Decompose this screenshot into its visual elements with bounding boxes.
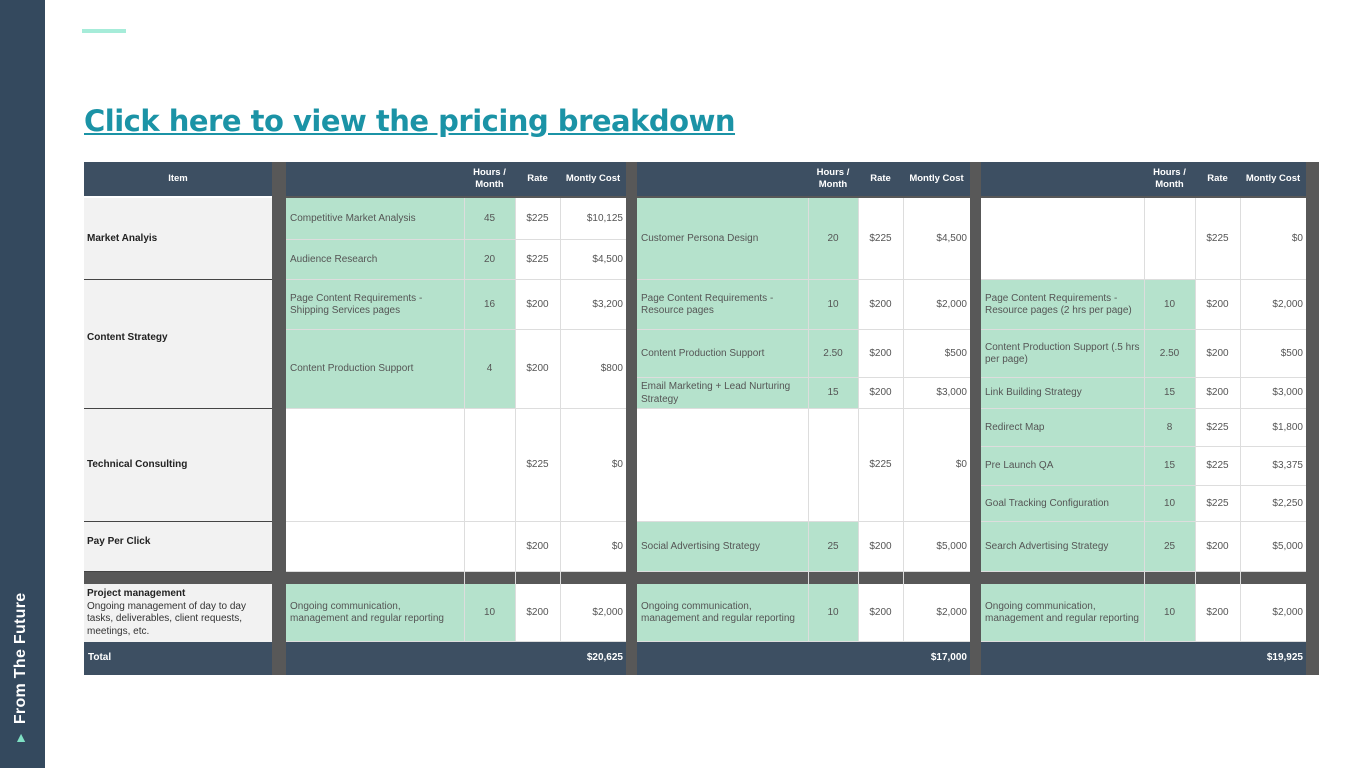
block-separator (272, 162, 286, 675)
option-2-content-2-rate: $200 (858, 330, 903, 378)
option-3-content-2-item: Content Production Support (.5 hrs per page) (981, 330, 1144, 378)
option-3-market-rate: $225 (1195, 198, 1240, 280)
option-3-market-cost: $0 (1240, 198, 1306, 280)
option-3-ppc-cost: $5,000 (1240, 522, 1306, 572)
option-2-ppc-cost: $5,000 (903, 522, 970, 572)
option-2-total: $17,000 (637, 642, 970, 675)
option-3-technical-2-rate: $225 (1195, 447, 1240, 486)
option-2-content-3-hours: 15 (808, 378, 858, 409)
option-1-market-1-item: Competitive Market Analysis (286, 198, 464, 240)
option-1-technical-item (286, 409, 464, 522)
category-technical-consulting: Technical Consulting (84, 409, 272, 522)
option-3-project-management-cost: $2,000 (1240, 584, 1306, 642)
brand-name: From The Future (12, 592, 29, 725)
option-1-market-2-hours: 20 (464, 240, 515, 280)
option-3-header-hours: Hours / Month (1144, 162, 1195, 196)
category-content-strategy: Content Strategy (84, 280, 272, 409)
grid-line (858, 198, 859, 642)
option-3-header-blank (981, 162, 1144, 196)
option-3-ppc-item: Search Advertising Strategy (981, 522, 1144, 572)
option-2-project-management-rate: $200 (858, 584, 903, 642)
option-2-technical-hours (808, 409, 858, 522)
option-1-header-cost: Montly Cost (560, 162, 626, 196)
option-3-project-management-rate: $200 (1195, 584, 1240, 642)
block-separator (970, 162, 981, 675)
grid-line (1240, 198, 1241, 642)
option-1-market-1-cost: $10,125 (560, 198, 626, 240)
option-2-market-rate: $225 (858, 198, 903, 280)
option-3-market-item (981, 198, 1144, 280)
option-2-market-hours: 20 (808, 198, 858, 280)
option-3-total: $19,925 (981, 642, 1306, 675)
category-market-analysis: Market Analyis (84, 198, 272, 280)
option-3-content-1-cost: $2,000 (1240, 280, 1306, 330)
option-3-technical-1-item: Redirect Map (981, 409, 1144, 447)
option-1-ppc-rate: $200 (515, 522, 560, 572)
option-3-technical-3-rate: $225 (1195, 486, 1240, 522)
option-2-technical-item (637, 409, 808, 522)
option-1-market-2-item: Audience Research (286, 240, 464, 280)
option-3-content-2-rate: $200 (1195, 330, 1240, 378)
option-1-market-2-cost: $4,500 (560, 240, 626, 280)
option-2-content-3-cost: $3,000 (903, 378, 970, 409)
option-3-content-1-item: Page Content Requirements - Resource pages (2 hrs per page) (981, 280, 1144, 330)
option-3-technical-2-cost: $3,375 (1240, 447, 1306, 486)
option-3-market-hours (1144, 198, 1195, 280)
option-1-ppc-item (286, 522, 464, 572)
grid-line (560, 198, 561, 642)
option-2-header-rate: Rate (858, 162, 903, 196)
row-separator (84, 572, 272, 584)
option-1-content-1-hours: 16 (464, 280, 515, 330)
pricing-breakdown-link[interactable]: Click here to view the pricing breakdown (84, 104, 736, 138)
option-1-content-1-cost: $3,200 (560, 280, 626, 330)
option-2-ppc-hours: 25 (808, 522, 858, 572)
option-1-content-1-rate: $200 (515, 280, 560, 330)
sidebar (0, 0, 45, 768)
option-3-technical-1-rate: $225 (1195, 409, 1240, 447)
option-3-technical-2-hours: 15 (1144, 447, 1195, 486)
option-1-technical-rate: $225 (515, 409, 560, 522)
option-2-content-2-cost: $500 (903, 330, 970, 378)
option-1-total: $20,625 (286, 642, 626, 675)
category-pay-per-click: Pay Per Click (84, 522, 272, 572)
total-label: Total (84, 642, 272, 675)
option-1-project-management-item: Ongoing communication, management and regular reporting (286, 584, 464, 642)
option-3-header-cost: Montly Cost (1240, 162, 1306, 196)
option-2-content-1-cost: $2,000 (903, 280, 970, 330)
option-2-market-cost: $4,500 (903, 198, 970, 280)
option-1-header-blank (286, 162, 464, 196)
row-separator (637, 572, 970, 584)
project-management-title: Project management (87, 588, 186, 599)
option-3-content-3-rate: $200 (1195, 378, 1240, 409)
option-1-technical-hours (464, 409, 515, 522)
option-3-project-management-hours: 10 (1144, 584, 1195, 642)
option-2-header-cost: Montly Cost (903, 162, 970, 196)
option-3-header-rate: Rate (1195, 162, 1240, 196)
option-2-content-2-item: Content Production Support (637, 330, 808, 378)
option-1-market-1-hours: 45 (464, 198, 515, 240)
option-3-content-3-item: Link Building Strategy (981, 378, 1144, 409)
option-1-header-hours: Hours / Month (464, 162, 515, 196)
option-3-technical-3-hours: 10 (1144, 486, 1195, 522)
brand (8, 554, 36, 744)
option-2-content-1-hours: 10 (808, 280, 858, 330)
row-separator (286, 572, 626, 584)
option-3-content-2-hours: 2.50 (1144, 330, 1195, 378)
option-3-content-2-cost: $500 (1240, 330, 1306, 378)
option-1-market-1-rate: $225 (515, 198, 560, 240)
option-2-content-1-item: Page Content Requirements - Resource pages (637, 280, 808, 330)
option-3-technical-3-item: Goal Tracking Configuration (981, 486, 1144, 522)
option-1-content-2-cost: $800 (560, 330, 626, 409)
accent-bar (82, 29, 126, 33)
option-1-content-1-item: Page Content Requirements - Shipping Services pages (286, 280, 464, 330)
option-2-content-3-rate: $200 (858, 378, 903, 409)
block-separator (626, 162, 637, 675)
option-2-project-management-cost: $2,000 (903, 584, 970, 642)
option-3-technical-1-hours: 8 (1144, 409, 1195, 447)
option-2-project-management-hours: 10 (808, 584, 858, 642)
header-item: Item (84, 162, 272, 196)
option-2-project-management-item: Ongoing communication, management and regular reporting (637, 584, 808, 642)
option-2-market-item: Customer Persona Design (637, 198, 808, 280)
grid-line (1144, 198, 1145, 642)
option-1-project-management-rate: $200 (515, 584, 560, 642)
block-separator (1306, 162, 1319, 675)
grid-line (464, 198, 465, 642)
option-2-technical-cost: $0 (903, 409, 970, 522)
option-1-header-rate: Rate (515, 162, 560, 196)
option-1-ppc-cost: $0 (560, 522, 626, 572)
option-3-content-3-cost: $3,000 (1240, 378, 1306, 409)
option-3-technical-3-cost: $2,250 (1240, 486, 1306, 522)
option-2-content-3-item: Email Marketing + Lead Nurturing Strategy (637, 378, 808, 409)
option-2-content-1-rate: $200 (858, 280, 903, 330)
option-1-content-2-rate: $200 (515, 330, 560, 409)
option-3-ppc-hours: 25 (1144, 522, 1195, 572)
grid-line (903, 198, 904, 642)
option-1-market-2-rate: $225 (515, 240, 560, 280)
option-1-project-management-hours: 10 (464, 584, 515, 642)
option-3-project-management-item: Ongoing communication, management and regular reporting (981, 584, 1144, 642)
option-3-ppc-rate: $200 (1195, 522, 1240, 572)
grid-line (515, 198, 516, 642)
option-3-content-3-hours: 15 (1144, 378, 1195, 409)
option-1-ppc-hours (464, 522, 515, 572)
option-2-ppc-rate: $200 (858, 522, 903, 572)
option-2-ppc-item: Social Advertising Strategy (637, 522, 808, 572)
option-1-content-2-item: Content Production Support (286, 330, 464, 409)
option-3-technical-2-item: Pre Launch QA (981, 447, 1144, 486)
option-1-content-2-hours: 4 (464, 330, 515, 409)
option-3-content-1-rate: $200 (1195, 280, 1240, 330)
grid-line (808, 198, 809, 642)
pricing-table-image (84, 162, 1319, 675)
option-2-header-hours: Hours / Month (808, 162, 858, 196)
option-3-technical-1-cost: $1,800 (1240, 409, 1306, 447)
option-1-technical-cost: $0 (560, 409, 626, 522)
option-3-content-1-hours: 10 (1144, 280, 1195, 330)
grid-line (1195, 198, 1196, 642)
option-2-header-blank (637, 162, 808, 196)
option-2-content-2-hours: 2.50 (808, 330, 858, 378)
category-project-management (84, 584, 272, 642)
option-1-project-management-cost: $2,000 (560, 584, 626, 642)
triangle-logo-icon: ▲ (14, 729, 28, 746)
option-2-technical-rate: $225 (858, 409, 903, 522)
project-management-description: Ongoing management of day to day tasks, deliverables, client requests, meetings, etc. (87, 600, 246, 637)
